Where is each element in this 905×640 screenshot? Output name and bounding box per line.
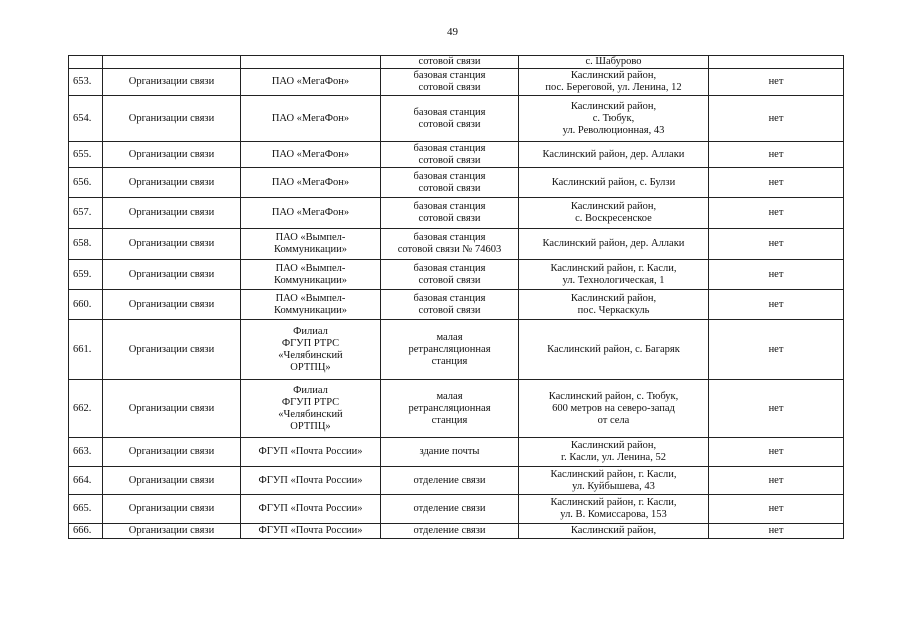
- row-number: 654.: [69, 96, 103, 142]
- object-name-line: базовая станция: [413, 232, 486, 243]
- table-row: [69, 290, 844, 320]
- object-name-line: базовая станция: [413, 142, 486, 154]
- object-address-line: ул. В. Комиссарова, 153: [560, 509, 667, 520]
- object-name-line: здание почты: [419, 446, 480, 457]
- object-address-line: Каслинский район, г. Касли,: [550, 497, 677, 508]
- row-number: 657.: [69, 198, 103, 229]
- organization-name: [241, 320, 381, 380]
- object-address-line: пос. Черкаскуль: [577, 304, 650, 316]
- object-address: [519, 380, 709, 438]
- table-row: [69, 380, 844, 438]
- organization-type: Организации связи: [103, 260, 241, 290]
- row-number: 662.: [69, 380, 103, 438]
- object-address: [519, 229, 709, 260]
- organization-type: Организации связи: [103, 229, 241, 260]
- object-address: [519, 168, 709, 198]
- row-number: 665.: [69, 495, 103, 524]
- object-address: [519, 438, 709, 467]
- object-address-line: Каслинский район,: [570, 201, 657, 212]
- organization-type: Организации связи: [103, 168, 241, 198]
- object-address: [519, 260, 709, 290]
- object-name: [381, 260, 519, 290]
- note-cell: нет: [709, 467, 844, 495]
- object-name-line: сотовой связи: [418, 274, 481, 286]
- organization-type: Организации связи: [103, 96, 241, 142]
- object-name-line: базовая станция: [413, 292, 486, 304]
- object-name: [381, 168, 519, 198]
- object-address-line: с. Тюбук,: [592, 112, 635, 124]
- page-number: 49: [447, 26, 458, 38]
- organization-type: [103, 56, 241, 69]
- object-address-line: 600 метров на северо-запад: [552, 402, 675, 414]
- object-address: [519, 524, 709, 539]
- object-address-line: ул. Революционная, 43: [562, 124, 665, 136]
- organization-name-line: Коммуникации»: [273, 304, 348, 316]
- organization-name: [241, 56, 381, 69]
- table-row: [69, 198, 844, 229]
- object-address-line: от села: [597, 414, 630, 426]
- organization-name-line: Коммуникации»: [273, 274, 348, 286]
- table-row: [69, 260, 844, 290]
- object-name: [381, 69, 519, 96]
- row-number: 666.: [69, 524, 103, 539]
- note-cell: нет: [709, 320, 844, 380]
- organization-type: Организации связи: [103, 290, 241, 320]
- organization-name: [241, 69, 381, 96]
- object-address: [519, 56, 709, 69]
- note-cell: нет: [709, 142, 844, 168]
- object-name-line: сотовой связи № 74603: [397, 244, 502, 255]
- object-name: [381, 320, 519, 380]
- organization-name: [241, 290, 381, 320]
- organization-type: Организации связи: [103, 524, 241, 539]
- object-name: [381, 198, 519, 229]
- object-name-line: базовая станция: [413, 262, 486, 274]
- object-name-line: сотовой связи: [418, 304, 481, 316]
- note-cell: нет: [709, 229, 844, 260]
- note-cell: нет: [709, 524, 844, 539]
- table-row: [69, 69, 844, 96]
- object-address-line: Каслинский район,: [570, 100, 657, 112]
- row-number: 658.: [69, 229, 103, 260]
- object-address: [519, 320, 709, 380]
- organization-name-line: ФГУП РТРС: [281, 396, 340, 408]
- object-name: [381, 495, 519, 524]
- object-name: [381, 380, 519, 438]
- object-name-line: отделение связи: [413, 503, 486, 514]
- object-name: [381, 229, 519, 260]
- object-name: [381, 467, 519, 495]
- organization-name-line: Филиал: [293, 384, 328, 396]
- note-cell: нет: [709, 96, 844, 142]
- row-number: 655.: [69, 142, 103, 168]
- object-name-line: малая: [436, 390, 463, 402]
- object-name-line: ретрансляционная: [408, 402, 491, 414]
- note-cell: [709, 56, 844, 69]
- row-number: 656.: [69, 168, 103, 198]
- table-row: [69, 524, 844, 539]
- organization-name-line: ПАО «Вымпел-: [275, 292, 346, 304]
- object-name-line: малая: [436, 331, 463, 343]
- table-row: [69, 495, 844, 524]
- object-name-line: сотовой связи: [418, 82, 481, 93]
- organization-type: Организации связи: [103, 495, 241, 524]
- object-name-line: отделение связи: [413, 525, 486, 536]
- object-address-line: Каслинский район, с. Тюбук,: [548, 390, 679, 402]
- organization-name: [241, 229, 381, 260]
- organization-type: Организации связи: [103, 320, 241, 380]
- object-address-line: ул. Куйбышева, 43: [572, 480, 655, 492]
- registry-table: [68, 55, 844, 539]
- organization-type: Организации связи: [103, 198, 241, 229]
- object-address: [519, 290, 709, 320]
- row-number: 659.: [69, 260, 103, 290]
- object-address-line: Каслинский район, г. Касли,: [550, 262, 677, 274]
- object-name-line: базовая станция: [413, 201, 486, 212]
- organization-name: [241, 380, 381, 438]
- table-row: [69, 229, 844, 260]
- object-name-line: ретрансляционная: [408, 343, 491, 355]
- organization-name: [241, 260, 381, 290]
- object-address: [519, 96, 709, 142]
- object-name-line: базовая станция: [413, 170, 486, 182]
- row-number: [69, 56, 103, 69]
- organization-name: [241, 467, 381, 495]
- object-name-line: сотовой связи: [418, 213, 481, 224]
- object-name-line: сотовой связи: [418, 154, 481, 166]
- table-row: [69, 320, 844, 380]
- organization-name-line: ФГУП РТРС: [281, 337, 340, 349]
- object-address-line: Каслинский район, дер. Аллаки: [542, 148, 685, 160]
- organization-name-line: ПАО «МегаФон»: [271, 112, 350, 124]
- organization-type: Организации связи: [103, 69, 241, 96]
- organization-name-line: ОРТПЦ»: [290, 420, 331, 432]
- object-name-line: станция: [431, 355, 468, 367]
- table-row: [69, 56, 844, 69]
- object-name-line: сотовой связи: [418, 182, 481, 194]
- object-name-line: базовая станция: [413, 106, 486, 118]
- note-cell: нет: [709, 198, 844, 229]
- object-address-line: Каслинский район,: [570, 440, 657, 451]
- organization-name: [241, 438, 381, 467]
- note-cell: нет: [709, 290, 844, 320]
- object-address-line: с. Шабурово: [585, 56, 642, 67]
- object-address-line: ул. Технологическая, 1: [562, 274, 665, 286]
- note-cell: нет: [709, 69, 844, 96]
- note-cell: нет: [709, 495, 844, 524]
- object-name: [381, 524, 519, 539]
- object-address-line: Каслинский район, с. Булзи: [551, 176, 676, 188]
- organization-name: [241, 495, 381, 524]
- note-cell: нет: [709, 168, 844, 198]
- object-name-line: сотовой связи: [418, 56, 481, 67]
- note-cell: нет: [709, 260, 844, 290]
- organization-type: Организации связи: [103, 380, 241, 438]
- organization-name-line: ОРТПЦ»: [290, 361, 331, 373]
- row-number: 653.: [69, 69, 103, 96]
- organization-type: Организации связи: [103, 467, 241, 495]
- organization-type: Организации связи: [103, 142, 241, 168]
- organization-name-line: ПАО «МегаФон»: [271, 148, 350, 160]
- object-address-line: Каслинский район,: [570, 70, 657, 81]
- object-name: [381, 290, 519, 320]
- object-address-line: г. Касли, ул. Ленина, 52: [561, 452, 666, 463]
- organization-name-line: ПАО «МегаФон»: [271, 176, 350, 188]
- organization-name-line: ФГУП «Почта России»: [258, 503, 363, 514]
- organization-name-line: ФГУП «Почта России»: [258, 446, 363, 457]
- organization-name-line: ПАО «МегаФон»: [271, 207, 350, 218]
- organization-name-line: ПАО «Вымпел-: [275, 262, 346, 274]
- object-address-line: Каслинский район, с. Багаряк: [547, 343, 680, 355]
- note-cell: нет: [709, 380, 844, 438]
- row-number: 661.: [69, 320, 103, 380]
- object-address-line: Каслинский район,: [570, 525, 657, 536]
- organization-name: [241, 168, 381, 198]
- object-name-line: станция: [431, 414, 468, 426]
- object-name-line: сотовой связи: [418, 118, 481, 130]
- organization-name-line: Коммуникации»: [273, 244, 348, 255]
- object-address: [519, 142, 709, 168]
- organization-name: [241, 524, 381, 539]
- row-number: 660.: [69, 290, 103, 320]
- organization-name-line: ПАО «МегаФон»: [271, 76, 350, 87]
- object-address-line: Каслинский район, дер. Аллаки: [542, 238, 685, 249]
- organization-name-line: «Челябинский: [278, 349, 343, 361]
- object-name: [381, 438, 519, 467]
- object-address: [519, 467, 709, 495]
- object-address: [519, 495, 709, 524]
- object-name: [381, 142, 519, 168]
- table-row: [69, 142, 844, 168]
- organization-name-line: «Челябинский: [278, 408, 343, 420]
- organization-name: [241, 96, 381, 142]
- organization-name-line: ПАО «Вымпел-: [275, 232, 346, 243]
- object-address: [519, 198, 709, 229]
- row-number: 664.: [69, 467, 103, 495]
- object-address-line: Каслинский район, г. Касли,: [550, 468, 677, 480]
- object-address: [519, 69, 709, 96]
- object-name-line: базовая станция: [413, 70, 486, 81]
- object-name: [381, 96, 519, 142]
- organization-name-line: ФГУП «Почта России»: [258, 474, 363, 486]
- row-number: 663.: [69, 438, 103, 467]
- table-row: [69, 438, 844, 467]
- object-name-line: отделение связи: [413, 474, 486, 486]
- organization-name: [241, 142, 381, 168]
- note-cell: нет: [709, 438, 844, 467]
- organization-name-line: ФГУП «Почта России»: [258, 525, 363, 536]
- organization-type: Организации связи: [103, 438, 241, 467]
- table-row: [69, 467, 844, 495]
- table-row: [69, 96, 844, 142]
- table-row: [69, 168, 844, 198]
- organization-name: [241, 198, 381, 229]
- object-address-line: пос. Береговой, ул. Ленина, 12: [545, 82, 682, 93]
- object-name: [381, 56, 519, 69]
- object-address-line: Каслинский район,: [570, 292, 657, 304]
- organization-name-line: Филиал: [293, 325, 328, 337]
- object-address-line: с. Воскресенское: [575, 213, 652, 224]
